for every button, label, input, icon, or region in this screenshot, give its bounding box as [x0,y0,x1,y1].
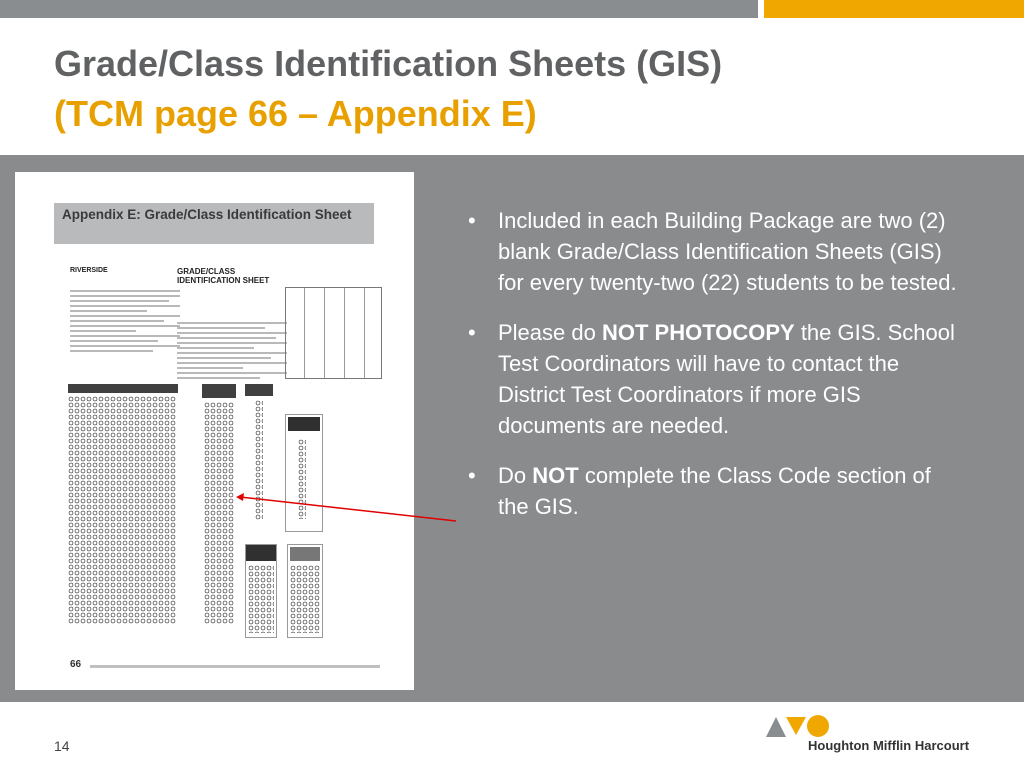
bullet-item [468,317,958,441]
bullet-item [468,460,958,522]
bullet-dot-icon: • [468,463,476,488]
bullet-text-pre: Please do [498,320,602,345]
riverside-brand: RIVERSIDE [70,267,108,274]
hmh-logo-icon [766,713,830,739]
bullet-dot-icon: • [468,320,476,345]
bullet-text-bold: NOT [532,463,579,488]
slide-subtitle: (TCM page 66 – Appendix E) [54,93,537,134]
bullet-text-pre: Do [498,463,533,488]
bullet-dot-icon: • [468,208,476,233]
bullet-list [468,205,958,541]
bullet-text-post: the GIS. School Test Coordinators will have to contact the District Test Coordinators if more GIS documents are needed. [498,320,955,438]
bullet-text: Included in each Building Package are two (2) blank Grade/Class Identification Sheets (GIS) for every twenty-two (22) students to be tested. [498,208,957,295]
slide-title: Grade/Class Identification Sheets (GIS) [54,43,723,84]
sheet-title: GRADE/CLASS IDENTIFICATION SHEET [177,267,270,285]
document-page-number: 66 [70,659,82,670]
bullet-item [468,205,958,298]
bullet-text-bold: NOT PHOTOCOPY [601,320,795,345]
appendix-header-text: Appendix E: Grade/Class Identification Sheet [62,207,352,222]
slide-page-number: 14 [54,738,70,754]
bullet-text-post: complete the Class Code section of the GIS. [498,463,931,519]
company-name: Houghton Mifflin Harcourt [808,738,970,753]
